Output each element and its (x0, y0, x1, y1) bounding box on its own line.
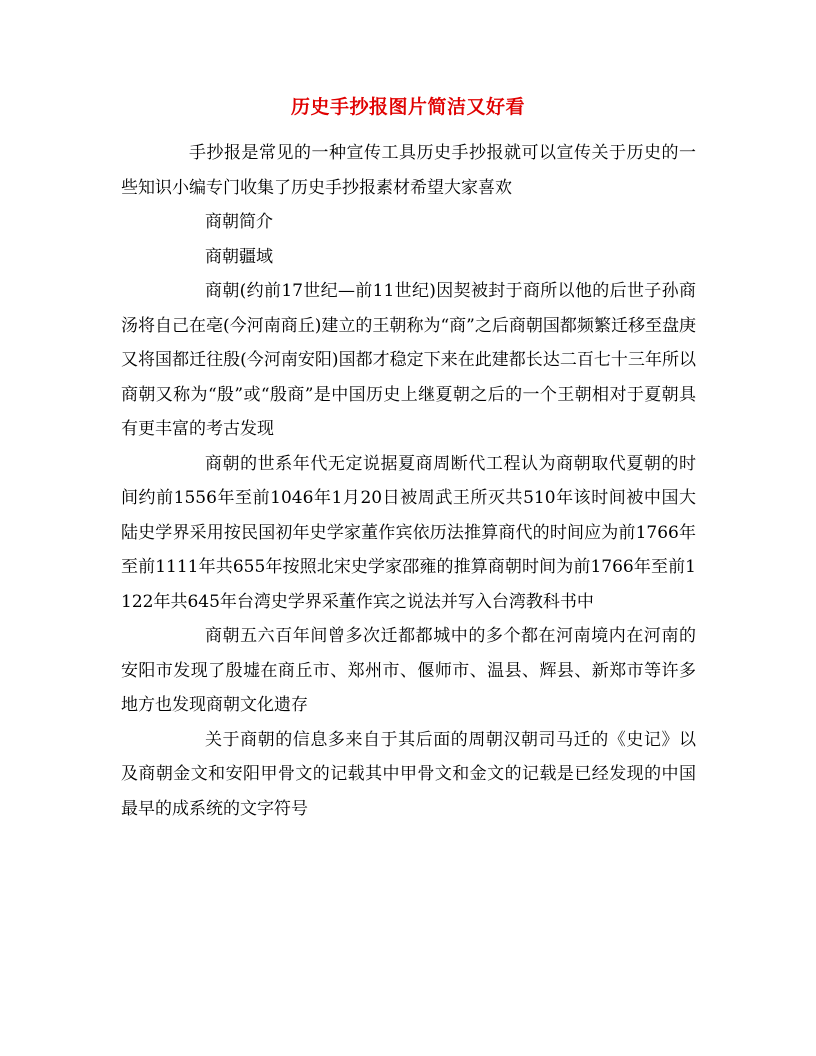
body-paragraph: 关于商朝的信息多来自于其后面的周朝汉朝司马迁的《史记》以及商朝金文和安阳甲骨文的记载其中甲骨文和金文的记载是已经发现的中国最早的成系统的文字符号 (121, 729, 696, 819)
document-title: 历史手抄报图片简洁又好看 (290, 96, 525, 118)
intro-paragraph: 手抄报是常见的一种宣传工具历史手抄报就可以宣传关于历史的一些知识小编专门收集了历史手抄报素材希望大家喜欢 (121, 143, 696, 198)
body-paragraph: 商朝五六百年间曾多次迁都都城中的多个都在河南境内在河南的安阳市发现了殷墟在商丘市、郑州市、偃师市、温县、辉县、新郑市等许多地方也发现商朝文化遗存 (121, 626, 696, 715)
section-heading-shang-intro: 商朝简介 (205, 212, 273, 232)
body-paragraph: 商朝(约前17世纪—前11世纪)因契被封于商所以他的后世子孙商汤将自己在亳(今河南商丘)建立的王朝称为“商”之后商朝国都频繁迁移至盘庚又将国都迁往殷(今河南安阳)国都才稳定下来在此建都长达二百七十三年所以商朝又称为“殷”或“殷商”是中国历史上继夏朝之后的一个王朝相对于夏朝具有更丰富的考古发现 (121, 281, 696, 439)
body-paragraph: 商朝的世系年代无定说据夏商周断代工程认为商朝取代夏朝的时间约前1556年至前1046年1月20日被周武王所灭共510年该时间被中国大陆史学界采用按民国初年史学家董作宾依历法推算商代的时间应为前1766年至前1111年共655年按照北宋史学家邵雍的推算商朝时间为前1766年至前1122年共645年台湾史学界采董作宾之说法并写入台湾教科书中 (121, 453, 696, 612)
document-body (121, 136, 696, 826)
section-heading-shang-territory: 商朝疆域 (205, 246, 273, 267)
